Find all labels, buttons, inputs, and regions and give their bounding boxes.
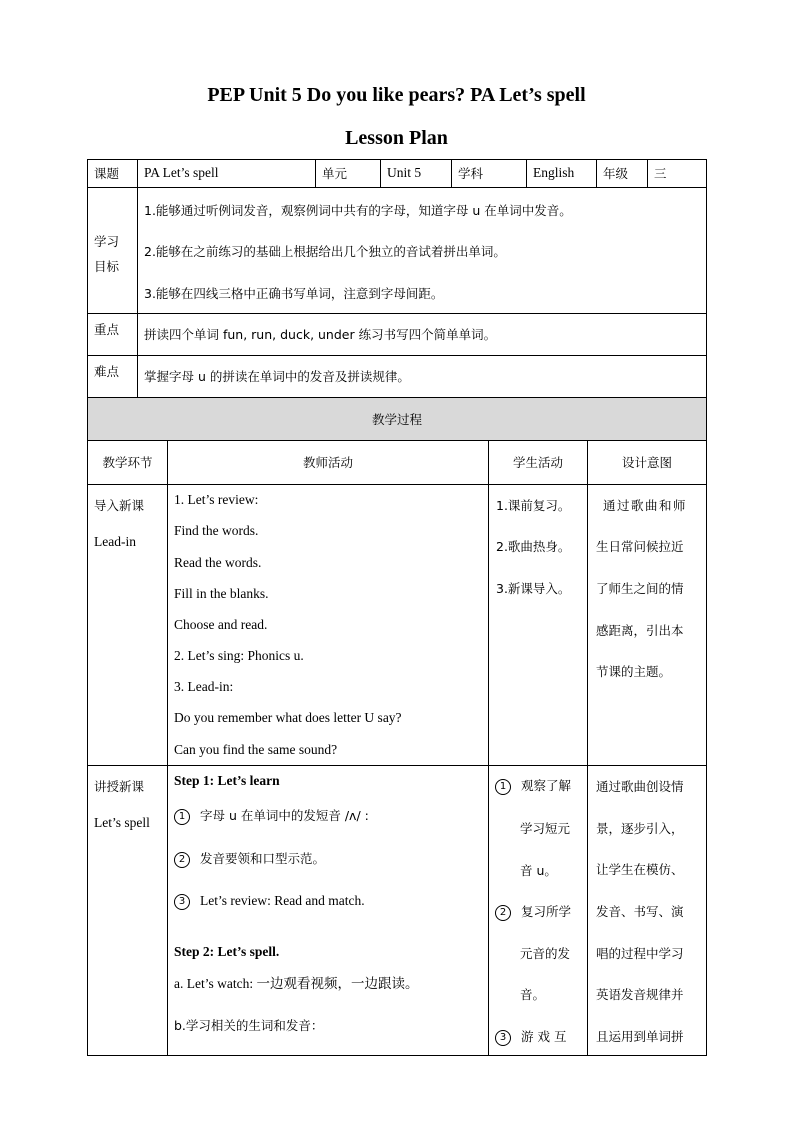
stage2-name-cell — [87, 765, 168, 1056]
intent-line: 节课的主题。 — [596, 664, 672, 679]
objectives-label-1: 学习 — [94, 234, 120, 249]
intent-line: 了师生之间的情 — [596, 581, 684, 596]
student-activity-text: 游 戏 互 — [521, 1029, 567, 1044]
stage1-name-en: Lead-in — [94, 534, 136, 549]
intent-line: 生日常问候拉近 — [596, 539, 684, 554]
stage2-teacher-cell — [167, 765, 489, 1056]
teacher-activity-line: Choose and read. — [174, 617, 268, 632]
circled-number-1: 1 — [495, 779, 511, 795]
col-header-intent: 设计意图 — [587, 440, 707, 485]
difficulties-label: 难点 — [94, 364, 120, 379]
stage1-student-cell — [488, 484, 588, 766]
stage2-name-cn: 讲授新课 — [94, 779, 145, 794]
subject-label: 学科 — [451, 159, 527, 188]
student-activity-line — [495, 1029, 566, 1046]
key-points-label: 重点 — [94, 322, 120, 337]
stage1-intent-cell — [587, 484, 707, 766]
student-activity-line: 学习短元 — [520, 821, 571, 836]
objectives-label-2: 目标 — [94, 259, 120, 274]
step1-item — [174, 851, 325, 868]
intent-line: 通过歌曲和师 — [603, 498, 688, 513]
objective-item: 2.能够在之前练习的基础上根据给出几个独立的音试着拼出单词。 — [144, 244, 506, 259]
document-title: PEP Unit 5 Do you like pears? PA Let’s spell — [207, 84, 586, 106]
subject-value: English — [526, 159, 597, 188]
intent-line: 通过歌曲创设情 — [596, 779, 684, 794]
stage2-name-en: Let’s spell — [94, 815, 150, 830]
intent-line: 发音、书写、演 — [596, 904, 684, 919]
unit-value: Unit 5 — [380, 159, 452, 188]
teacher-activity-line: 2. Let’s sing: Phonics u. — [174, 648, 304, 663]
teacher-activity-line: Read the words. — [174, 555, 262, 570]
teacher-activity-line: 3. Lead-in: — [174, 679, 234, 694]
intent-line: 唱的过程中学习 — [596, 946, 684, 961]
unit-label: 单元 — [315, 159, 381, 188]
student-activity-line: 元音的发 — [520, 946, 571, 961]
topic-value: PA Let’s spell — [137, 159, 316, 188]
student-activity-line: 2.歌曲热身。 — [496, 539, 571, 554]
teacher-activity-line: Do you remember what does letter U say? — [174, 710, 402, 725]
circled-number-1: 1 — [174, 809, 190, 825]
teacher-activity-line: Find the words. — [174, 523, 259, 538]
step2-item: b.学习相关的生词和发音： — [174, 1018, 324, 1033]
stage2-student-cell — [488, 765, 588, 1056]
objective-item: 1.能够通过听例词发音，观察例词中共有的字母，知道字母 u 在单词中发音。 — [144, 203, 572, 218]
intent-line: 感距离，引出本 — [596, 623, 684, 638]
key-points-text: 拼读四个单词 fun, run, duck, under 练习书写四个简单单词。 — [137, 313, 707, 356]
step1-item-text: 字母 u 在单词中的发短音 /ʌ/ : — [200, 808, 369, 823]
stage1-teacher-cell — [167, 484, 489, 766]
step2-item: a. Let’s watch: 一边观看视频，一边跟读。 — [174, 976, 419, 991]
objectives-label-cell — [87, 187, 138, 314]
student-activity-line: 音。 — [520, 987, 546, 1002]
student-activity-line: 1.课前复习。 — [496, 498, 571, 513]
intent-line: 且运用到单词拼 — [596, 1029, 684, 1044]
student-activity-text: 复习所学 — [521, 904, 572, 919]
teacher-activity-line: Can you find the same sound? — [174, 742, 338, 757]
teacher-activity-line: 1. Let’s review: — [174, 492, 259, 507]
circled-number-3: 3 — [495, 1030, 511, 1046]
document-subtitle: Lesson Plan — [345, 127, 448, 149]
intent-line: 英语发音规律并 — [596, 987, 684, 1002]
col-header-teacher: 教师活动 — [167, 440, 489, 485]
objective-item: 3.能够在四线三格中正确书写单词，注意到字母间距。 — [144, 286, 444, 301]
student-activity-text: 观察了解 — [521, 778, 572, 793]
circled-number-3: 3 — [174, 894, 190, 910]
step2-title: Step 2: Let’s spell. — [174, 944, 280, 959]
student-activity-line: 音 u。 — [520, 863, 557, 878]
intent-line: 让学生在模仿、 — [596, 862, 684, 877]
difficulties-label-cell — [87, 355, 138, 398]
difficulties-text: 掌握字母 u 的拼读在单词中的发音及拼读规律。 — [137, 355, 707, 398]
topic-label: 课题 — [87, 159, 138, 188]
student-activity-line: 3.新课导入。 — [496, 581, 571, 596]
key-points-label-cell — [87, 313, 138, 356]
stage2-intent-cell — [587, 765, 707, 1056]
intent-line: 景，逐步引入， — [596, 821, 684, 836]
circled-number-2: 2 — [174, 852, 190, 868]
stage1-name-cn: 导入新课 — [94, 498, 145, 513]
col-header-student: 学生活动 — [488, 440, 588, 485]
step1-item-text: 发音要领和口型示范。 — [200, 851, 326, 866]
col-header-stage: 教学环节 — [87, 440, 168, 485]
step1-item-text: Let’s review: Read and match. — [200, 893, 365, 908]
student-activity-line — [495, 778, 571, 795]
circled-number-2: 2 — [495, 905, 511, 921]
process-header: 教学过程 — [87, 397, 707, 441]
step1-item — [174, 893, 365, 910]
stage1-name-cell — [87, 484, 168, 766]
grade-label: 年级 — [596, 159, 648, 188]
objectives-cell — [137, 187, 707, 314]
grade-value: 三 — [647, 159, 707, 188]
step1-item — [174, 808, 369, 825]
step1-title: Step 1: Let’s learn — [174, 773, 280, 788]
student-activity-line — [495, 904, 571, 921]
teacher-activity-line: Fill in the blanks. — [174, 586, 269, 601]
